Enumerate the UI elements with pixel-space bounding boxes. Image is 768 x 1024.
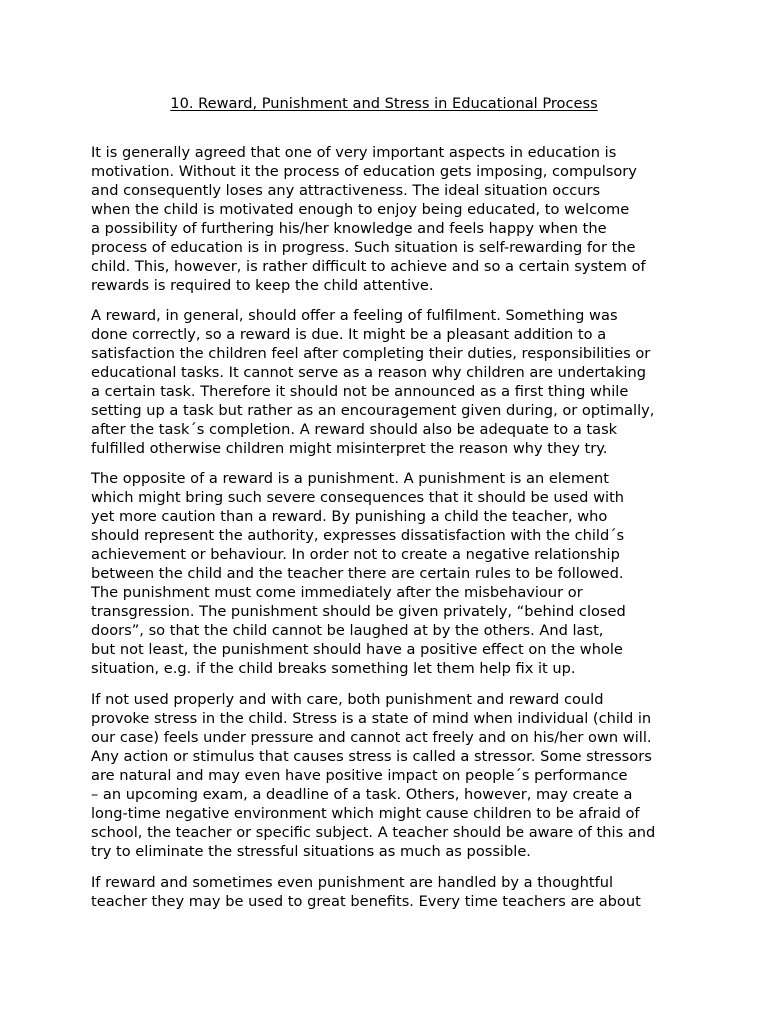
paragraph-motivation — [91, 143, 691, 295]
text-line: – an upcoming exam, a deadline of a task. Others, however, may create a — [91, 786, 633, 803]
text-line: our case) feels under pressure and cannot act freely and on his/her own will. — [91, 729, 652, 746]
text-line: a possibility of furthering his/her knowledge and feels happy when the — [91, 220, 607, 237]
text-line: If not used properly and with care, both punishment and reward could — [91, 691, 604, 708]
paragraph-conclusion — [91, 873, 691, 911]
text-line: try to eliminate the stressful situations as much as possible. — [91, 843, 531, 860]
text-line: The opposite of a reward is a punishment. A punishment is an element — [91, 470, 610, 487]
text-line: setting up a task but rather as an encouragement given during, or optimally, — [91, 402, 655, 419]
text-line: satisfaction the children feel after completing their duties, responsibilities or — [91, 345, 651, 362]
text-line: doors”, so that the child cannot be laughed at by the others. And last, — [91, 622, 604, 639]
text-line: It is generally agreed that one of very important aspects in education is — [91, 144, 617, 161]
text-line: teacher they may be used to great benefits. Every time teachers are about — [91, 893, 641, 910]
paragraph-punishment — [91, 469, 691, 678]
text-line: are natural and may even have positive impact on people´s performance — [91, 767, 628, 784]
text-line: process of education is in progress. Such situation is self-rewarding for the — [91, 239, 636, 256]
page-title: 10. Reward, Punishment and Stress in Educational Process — [170, 95, 598, 112]
text-line: but not least, the punishment should have a positive effect on the whole — [91, 641, 623, 658]
text-line: done correctly, so a reward is due. It might be a pleasant addition to a — [91, 326, 607, 343]
text-line: transgression. The punishment should be given privately, “behind closed — [91, 603, 626, 620]
paragraph-reward — [91, 306, 691, 458]
text-line: child. This, however, is rather difficult to achieve and so a certain system of — [91, 258, 646, 275]
text-line: after the task´s completion. A reward should also be adequate to a task — [91, 421, 618, 438]
text-line: Any action or stimulus that causes stress is called a stressor. Some stressors — [91, 748, 652, 765]
text-line: a certain task. Therefore it should not be announced as a first thing while — [91, 383, 629, 400]
text-line: The punishment must come immediately after the misbehaviour or — [91, 584, 583, 601]
text-line: long-time negative environment which might cause children to be afraid of — [91, 805, 640, 822]
text-line: A reward, in general, should offer a feeling of fulfilment. Something was — [91, 307, 618, 324]
text-line: If reward and sometimes even punishment are handled by a thoughtful — [91, 874, 614, 891]
paragraph-stress — [91, 690, 691, 861]
text-line: rewards is required to keep the child attentive. — [91, 277, 434, 294]
text-line: should represent the authority, expresses dissatisfaction with the child´s — [91, 527, 625, 544]
text-line: motivation. Without it the process of education gets imposing, compulsory — [91, 163, 637, 180]
text-line: which might bring such severe consequences that it should be used with — [91, 489, 625, 506]
text-line: provoke stress in the child. Stress is a state of mind when individual (child in — [91, 710, 652, 727]
text-line: yet more caution than a reward. By punishing a child the teacher, who — [91, 508, 608, 525]
text-line: when the child is motivated enough to enjoy being educated, to welcome — [91, 201, 630, 218]
text-line: educational tasks. It cannot serve as a reason why children are undertaking — [91, 364, 647, 381]
text-line: situation, e.g. if the child breaks something let them help fix it up. — [91, 660, 576, 677]
text-line: fulfilled otherwise children might misinterpret the reason why they try. — [91, 440, 608, 457]
text-line: between the child and the teacher there are certain rules to be followed. — [91, 565, 624, 582]
text-line: school, the teacher or specific subject. A teacher should be aware of this and — [91, 824, 656, 841]
text-line: and consequently loses any attractiveness. The ideal situation occurs — [91, 182, 601, 199]
text-line: achievement or behaviour. In order not to create a negative relationship — [91, 546, 620, 563]
